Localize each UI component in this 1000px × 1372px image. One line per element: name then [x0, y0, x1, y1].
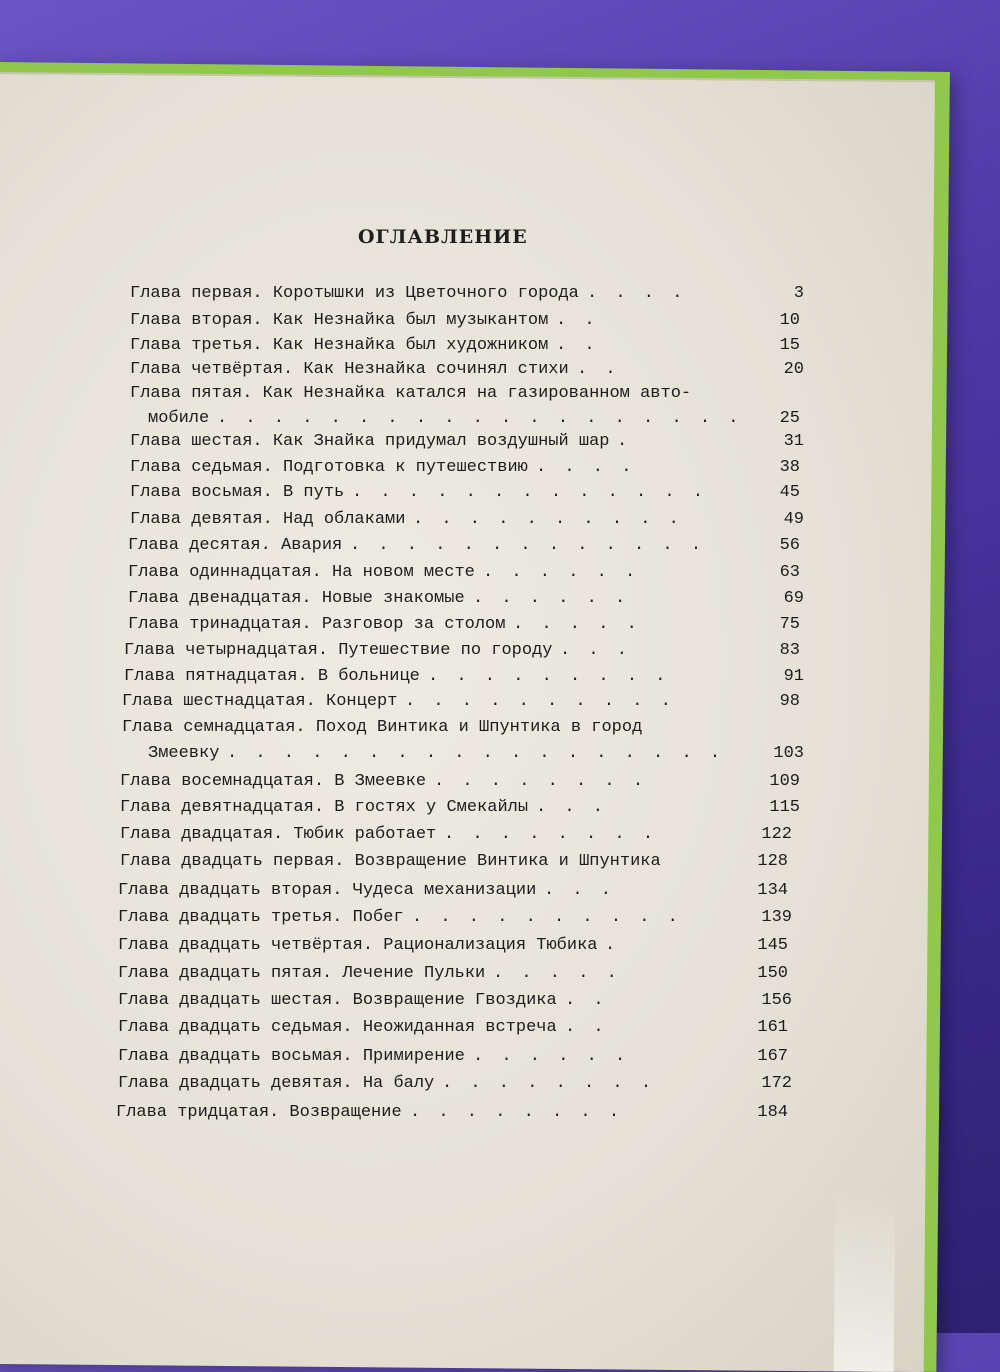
toc-entry-leader-dots: . . . .	[587, 284, 687, 303]
toc-entry-leader-dots: . . . . . . . .	[434, 772, 648, 791]
toc-entry	[0, 360, 804, 386]
toc-entry-leader-dots: . . . . .	[493, 964, 621, 983]
toc-entry-title: Глава двадцать третья. Побег	[118, 908, 404, 927]
toc-entry-page-number: 38	[779, 458, 800, 477]
toc-entry-title: Глава первая. Коротышки из Цветочного города	[130, 284, 579, 303]
toc-entry-title: Глава вторая. Как Незнайка был музыкантом	[130, 311, 549, 330]
toc-entry-title: Глава четвёртая. Как Незнайка сочинял стихи	[130, 360, 569, 379]
toc-entry	[0, 483, 800, 509]
toc-entry-leader-dots: . . . .	[536, 458, 636, 477]
toc-entry-title: Глава четырнадцатая. Путешествие по городу	[124, 641, 553, 660]
toc-entry-title: Глава одиннадцатая. На новом месте	[128, 563, 475, 582]
toc-entry-leader-dots: . . .	[560, 641, 632, 660]
toc-entry	[0, 852, 800, 878]
toc-entry	[0, 991, 800, 1017]
toc-entry-title: Глава девятнадцатая. В гостях у Смекайлы	[120, 798, 529, 817]
toc-entry-title: Глава тринадцатая. Разговор за столом	[128, 615, 506, 634]
toc-entry-page-number: 45	[779, 483, 800, 502]
toc-entry-title: Глава девятая. Над облаками	[130, 510, 406, 529]
toc-entry-page-number: 75	[779, 615, 800, 634]
toc-entry-title: Глава двадцать первая. Возвращение Винтика и Шпунтика	[120, 852, 661, 871]
toc-entry	[0, 336, 800, 362]
toc-entry-page-number: 15	[779, 336, 800, 355]
toc-entry-page-number: 128	[757, 852, 788, 871]
toc-entry-page-number: 49	[783, 510, 804, 529]
toc-entry-leader-dots: . .	[565, 1018, 608, 1037]
toc-entry-title: Глава шестая. Как Знайка придумал воздушный шар	[130, 432, 610, 451]
toc-entry-page-number: 150	[757, 964, 788, 983]
toc-entry	[0, 798, 800, 824]
toc-entry-title: Глава семнадцатая. Поход Винтика и Шпунтика в город	[122, 718, 643, 737]
toc-entry-leader-dots: . . . . .	[513, 615, 641, 634]
toc-entry	[0, 772, 800, 798]
toc-entry-page-number: 145	[757, 936, 788, 955]
toc-entry	[0, 1103, 800, 1129]
toc-entry	[0, 384, 800, 410]
toc-entry-page-number: 20	[783, 360, 804, 379]
toc-entry-page-number: 91	[783, 667, 804, 686]
toc-entry-page-number: 25	[779, 409, 800, 428]
toc-entry-leader-dots: . . . . . .	[473, 589, 630, 608]
toc-entry	[0, 563, 800, 589]
toc-entry-page-number: 56	[779, 536, 800, 555]
toc-title: ОГЛАВЛЕНИЕ	[358, 226, 528, 248]
toc-entry-title: мобиле	[148, 409, 210, 428]
toc-entry-leader-dots: . . . . . . . . . .	[412, 908, 682, 927]
toc-entry	[0, 881, 800, 907]
toc-entry-leader-dots: . . . . . . . . . .	[413, 510, 683, 529]
toc-entry-title: Глава двадцать вторая. Чудеса механизации	[118, 881, 537, 900]
toc-entry-page-number: 83	[779, 641, 800, 660]
toc-entry-title: Глава шестнадцатая. Концерт	[122, 692, 398, 711]
toc-entry	[0, 908, 800, 934]
toc-entry	[0, 692, 800, 718]
toc-entry-title: Змеевку	[148, 744, 220, 763]
toc-entry-title: Глава третья. Как Незнайка был художником	[130, 336, 549, 355]
toc-entry-leader-dots: . . . . . . . . . . . . .	[352, 483, 708, 502]
toc-entry-page-number: 3	[793, 284, 804, 303]
toc-entry	[0, 936, 800, 962]
toc-entry-page-number: 134	[757, 881, 788, 900]
toc-entry-page-number: 122	[761, 825, 792, 844]
toc-entry-leader-dots: . . . . . . . . . . . . . . . . . . .	[217, 409, 743, 428]
toc-entry-page-number: 109	[769, 772, 800, 791]
toc-entry-title: Глава двадцать пятая. Лечение Пульки	[118, 964, 486, 983]
toc-entry	[0, 1047, 800, 1073]
page-wear	[834, 1191, 896, 1372]
toc-entry-leader-dots: . .	[556, 336, 599, 355]
toc-entry-title: Глава двадцать девятая. На балу	[118, 1074, 435, 1093]
toc-entry-leader-dots: . . . . . . . . . .	[405, 692, 675, 711]
toc-entry-leader-dots: . . . . . . . .	[442, 1074, 656, 1093]
toc-entry-page-number: 156	[761, 991, 792, 1010]
toc-entry-leader-dots: . .	[556, 311, 599, 330]
toc-entry-title: Глава двадцать седьмая. Неожиданная встреча	[118, 1018, 557, 1037]
toc-entry-title: Глава двадцатая. Тюбик работает	[120, 825, 437, 844]
toc-entry-leader-dots: . . . . . . . . .	[428, 667, 670, 686]
toc-entry	[0, 536, 800, 562]
toc-entry-leader-dots: . . . . . . . .	[410, 1103, 624, 1122]
toc-entry-leader-dots: . . . . . . . . . . . . .	[350, 536, 706, 555]
toc-entry-leader-dots: . . . . . . . .	[444, 825, 658, 844]
toc-entry-title: Глава пятая. Как Незнайка катался на газированном авто-	[130, 384, 692, 403]
toc-entry-title: Глава седьмая. Подготовка к путешествию	[130, 458, 528, 477]
toc-entry-leader-dots: .	[605, 936, 620, 955]
toc-entry	[0, 964, 800, 990]
toc-entry-page-number: 10	[779, 311, 800, 330]
toc-entry	[0, 284, 804, 310]
toc-entry	[0, 510, 804, 536]
toc-entry-page-number: 139	[761, 908, 792, 927]
toc-entry-title: Глава двадцать шестая. Возвращение Гвоздика	[118, 991, 557, 1010]
toc-entry-title: Глава десятая. Авария	[128, 536, 343, 555]
toc-entry	[0, 718, 800, 744]
toc-entry-title: Глава восьмая. В путь	[130, 483, 345, 502]
toc-entry-title: Глава восемнадцатая. В Змеевке	[120, 772, 427, 791]
toc-entry	[0, 458, 800, 484]
toc-entry-leader-dots: . .	[565, 991, 608, 1010]
toc-entry-title: Глава тридцатая. Возвращение	[116, 1103, 402, 1122]
toc-entry-page-number: 103	[773, 744, 804, 763]
toc-entry-page-number: 69	[783, 589, 804, 608]
toc-entry	[0, 1074, 800, 1100]
toc-entry	[0, 667, 804, 693]
toc-entry	[0, 825, 800, 851]
toc-entry-page-number: 63	[779, 563, 800, 582]
toc-entry-page-number: 31	[783, 432, 804, 451]
toc-entry-page-number: 184	[757, 1103, 788, 1122]
toc-entry	[0, 641, 800, 667]
toc-entry-page-number: 161	[757, 1018, 788, 1037]
toc-entry	[0, 589, 804, 615]
toc-entry	[0, 744, 804, 770]
toc-entry	[0, 1018, 800, 1044]
toc-entry-leader-dots: . . . . . . . . . . . . . . . . . .	[227, 744, 725, 763]
toc-entry	[0, 615, 800, 641]
toc-entry-leader-dots: .	[617, 432, 632, 451]
toc-entry-page-number: 115	[769, 798, 800, 817]
toc-entry-leader-dots: . . .	[536, 798, 608, 817]
toc-entry-title: Глава двенадцатая. Новые знакомые	[128, 589, 465, 608]
toc-entry-page-number: 167	[757, 1047, 788, 1066]
toc-entry-title: Глава пятнадцатая. В больнице	[124, 667, 420, 686]
toc-entry-page-number: 172	[761, 1074, 792, 1093]
toc-entry	[0, 311, 800, 337]
toc-entry	[0, 432, 804, 458]
toc-entry-title: Глава двадцать четвёртая. Рационализация Тюбика	[118, 936, 598, 955]
toc-entry-page-number: 98	[779, 692, 800, 711]
toc-entry-leader-dots: . . .	[544, 881, 616, 900]
toc-entry-leader-dots: . .	[577, 360, 620, 379]
toc-entry-title: Глава двадцать восьмая. Примирение	[118, 1047, 465, 1066]
toc-entry-leader-dots: . . . . . .	[483, 563, 640, 582]
toc-entry-leader-dots: . . . . . .	[473, 1047, 630, 1066]
